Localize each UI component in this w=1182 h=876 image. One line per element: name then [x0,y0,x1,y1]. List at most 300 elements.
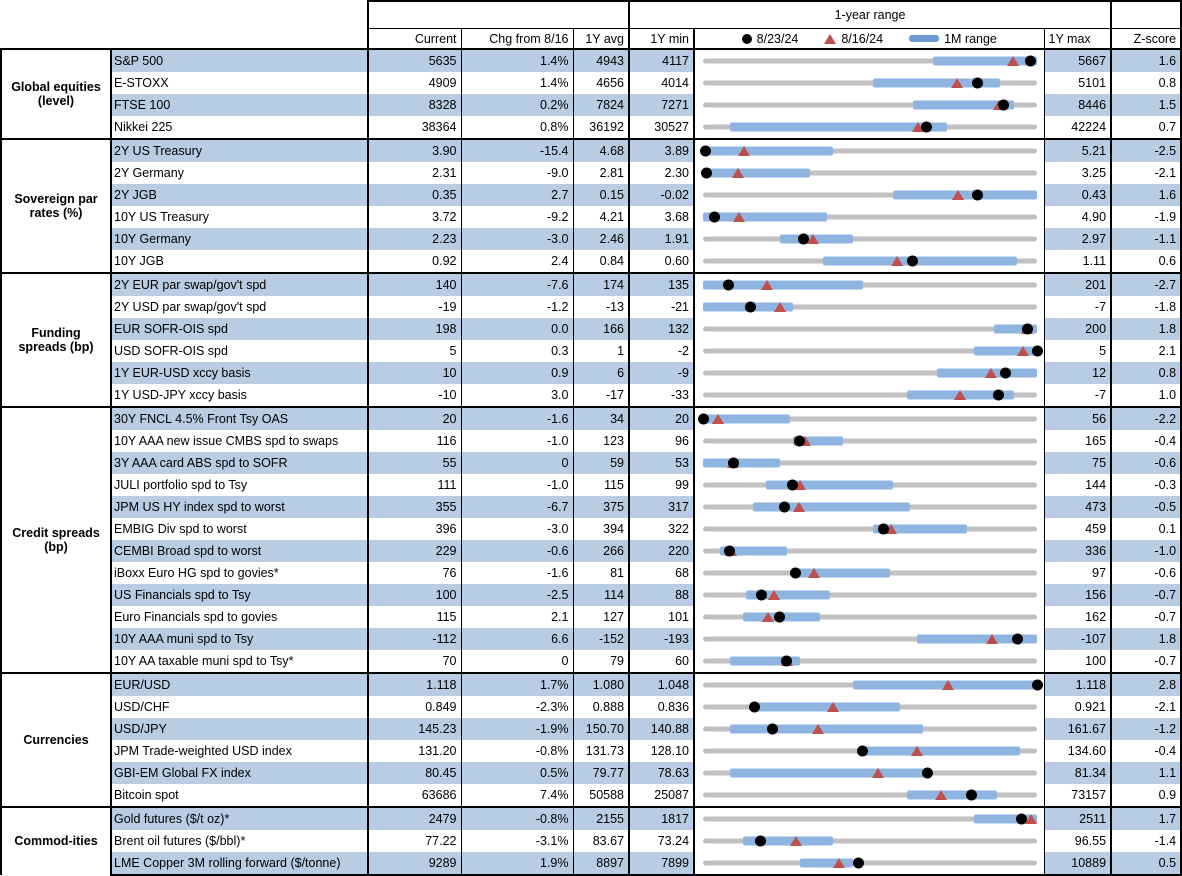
range-legend [694,29,1044,50]
cell-instrument-name: 2Y EUR par swap/gov't spd [111,273,368,296]
cell-instrument-name: JPM Trade-weighted USD index [111,740,368,762]
marker-dot-8-23 [767,724,778,735]
marker-dot-8-23 [698,414,709,425]
marker-dot-8-23 [878,524,889,535]
range-1m-bar [730,769,927,778]
marker-triangle-8-16 [774,302,786,312]
legend-dot-label: 8/23/24 [756,31,799,46]
cell-current: 100 [368,584,461,606]
cell-1y-avg: 394 [573,518,629,540]
table-row [1,250,1181,273]
marker-triangle-8-16 [712,414,724,424]
range-chart-cell [694,139,1044,162]
cell-instrument-name: EMBIG Div spd to worst [111,518,368,540]
cell-1y-max: 4.90 [1044,206,1111,228]
table-row [1,718,1181,740]
legend-item-prior-date [824,32,883,46]
cell-1y-avg: 4.21 [573,206,629,228]
table-row [1,430,1181,452]
col-header-current: Current [368,29,461,50]
range-chart-cell [694,762,1044,784]
cell-1y-min: 7899 [629,852,694,875]
table-row [1,184,1181,206]
cell-1y-avg: 6 [573,362,629,384]
cell-1y-min: 132 [629,318,694,340]
cell-z-score: -1.4 [1111,830,1181,852]
cell-1y-min: 96 [629,430,694,452]
marker-dot-8-23 [756,590,767,601]
cell-z-score: 1.5 [1111,94,1181,116]
marker-dot-8-23 [794,436,805,447]
cell-1y-min: -9 [629,362,694,384]
cell-chg-from-8-16: -1.9% [461,718,573,740]
cell-1y-min: 4117 [629,49,694,72]
marker-dot-8-23 [1032,680,1043,691]
table-row [1,518,1181,540]
cell-1y-max: 5101 [1044,72,1111,94]
marker-triangle-8-16 [761,280,773,290]
table-row [1,852,1181,875]
table-row [1,584,1181,606]
marker-dot-8-23 [1025,56,1036,67]
cell-z-score: 1.8 [1111,318,1181,340]
cell-current: 70 [368,650,461,673]
marker-triangle-8-16 [768,590,780,600]
range-chart-cell [694,784,1044,807]
cell-1y-max: -7 [1044,296,1111,318]
cell-current: 111 [368,474,461,496]
table-row [1,496,1181,518]
table-row [1,452,1181,474]
cell-1y-avg: 127 [573,606,629,628]
cell-current: 55 [368,452,461,474]
table-row [1,562,1181,584]
range-1m-bar [703,459,780,468]
range-chart-cell [694,384,1044,407]
cell-1y-max: 0.43 [1044,184,1111,206]
range-track-1y [703,861,1037,866]
marker-dot-8-23 [798,234,809,245]
cell-instrument-name: 10Y AA taxable muni spd to Tsy* [111,650,368,673]
range-chart-cell [694,116,1044,139]
cell-current: 4909 [368,72,461,94]
cell-chg-from-8-16: 0.0 [461,318,573,340]
cell-current: 20 [368,407,461,430]
cell-chg-from-8-16: -2.3% [461,696,573,718]
cell-chg-from-8-16: -3.1% [461,830,573,852]
range-chart-cell [694,250,1044,273]
header-blank-topleft [1,1,368,29]
cell-instrument-name: 3Y AAA card ABS spd to SOFR [111,452,368,474]
marker-dot-8-23 [922,768,933,779]
cell-chg-from-8-16: -3.0 [461,228,573,250]
cell-current: 80.45 [368,762,461,784]
cell-1y-max: 5.21 [1044,139,1111,162]
range-chart-cell [694,318,1044,340]
cell-z-score: -0.5 [1111,496,1181,518]
range-1m-bar [766,481,893,490]
marker-triangle-8-16 [951,78,963,88]
cell-1y-avg: 4.68 [573,139,629,162]
cell-1y-min: 322 [629,518,694,540]
table-row [1,830,1181,852]
marker-dot-8-23 [779,502,790,513]
table-row [1,273,1181,296]
table-row [1,206,1181,228]
section-label: Currencies [1,673,111,807]
cell-1y-avg: 4943 [573,49,629,72]
header-blank-box [368,1,629,29]
cell-current: 10 [368,362,461,384]
cell-z-score: 1.1 [1111,762,1181,784]
cell-1y-max: 161.67 [1044,718,1111,740]
cell-chg-from-8-16: -7.6 [461,273,573,296]
cell-instrument-name: USD/JPY [111,718,368,740]
marker-dot-8-23 [853,858,864,869]
cell-current: 2.23 [368,228,461,250]
marker-dot-8-23 [790,568,801,579]
cell-1y-max: 42224 [1044,116,1111,139]
cell-z-score: -0.4 [1111,740,1181,762]
table-row [1,784,1181,807]
cell-chg-from-8-16: -15.4 [461,139,573,162]
marker-triangle-8-16 [833,858,845,868]
table-row [1,650,1181,673]
table-row [1,628,1181,650]
marker-dot-8-23 [972,78,983,89]
cell-instrument-name: Euro Financials spd to govies [111,606,368,628]
cell-chg-from-8-16: -9.0 [461,162,573,184]
cell-1y-max: 200 [1044,318,1111,340]
cell-1y-min: 3.68 [629,206,694,228]
cell-1y-min: 101 [629,606,694,628]
cell-z-score: 0.1 [1111,518,1181,540]
range-1m-bar [753,503,910,512]
cell-chg-from-8-16: -1.2 [461,296,573,318]
marker-triangle-8-16 [762,612,774,622]
cell-current: 2479 [368,807,461,830]
cell-current: 140 [368,273,461,296]
cell-chg-from-8-16: 1.4% [461,49,573,72]
range-1m-bar [703,169,810,178]
cell-z-score: -1.8 [1111,296,1181,318]
cell-chg-from-8-16: 0.8% [461,116,573,139]
range-1m-bar [933,57,1037,66]
cell-instrument-name: JULI portfolio spd to Tsy [111,474,368,496]
cell-current: -112 [368,628,461,650]
range-chart-cell [694,740,1044,762]
table-row [1,72,1181,94]
marker-dot-8-23 [1012,634,1023,645]
cell-1y-min: 99 [629,474,694,496]
table-body [1,49,1181,875]
range-chart-cell [694,584,1044,606]
marker-triangle-8-16 [1007,56,1019,66]
marker-dot-8-23 [781,656,792,667]
cell-1y-avg: 0.888 [573,696,629,718]
marker-dot-8-23 [723,280,734,291]
cell-instrument-name: iBoxx Euro HG spd to govies* [111,562,368,584]
cell-z-score: 1.7 [1111,807,1181,830]
marker-dot-8-23 [1032,346,1043,357]
cell-1y-max: 75 [1044,452,1111,474]
cell-1y-avg: 4656 [573,72,629,94]
cell-1y-max: 3.25 [1044,162,1111,184]
table-row [1,162,1181,184]
range-chart-cell [694,296,1044,318]
cell-1y-max: 336 [1044,540,1111,562]
cell-chg-from-8-16: 1.9% [461,852,573,875]
cell-1y-min: 1.048 [629,673,694,696]
range-chart-cell [694,340,1044,362]
range-chart-cell [694,673,1044,696]
cell-1y-max: 162 [1044,606,1111,628]
cell-1y-min: 25087 [629,784,694,807]
section-label: Global equities (level) [1,49,111,139]
cell-1y-min: -33 [629,384,694,407]
cell-1y-avg: -152 [573,628,629,650]
cell-current: 38364 [368,116,461,139]
cell-1y-max: 459 [1044,518,1111,540]
range-chart-cell [694,518,1044,540]
cell-current: 1.118 [368,673,461,696]
table-row [1,49,1181,72]
table-row [1,139,1181,162]
cell-current: 0.92 [368,250,461,273]
cell-z-score: -2.2 [1111,407,1181,430]
table-row [1,540,1181,562]
legend-item-current-date [742,32,799,46]
cell-1y-max: 100 [1044,650,1111,673]
cell-chg-from-8-16: 0 [461,650,573,673]
cell-1y-avg: 0.84 [573,250,629,273]
marker-triangle-8-16 [891,256,903,266]
col-header-chg: Chg from 8/16 [461,29,573,50]
cell-instrument-name: 10Y JGB [111,250,368,273]
marker-dot-8-23 [700,146,711,157]
cell-current: 77.22 [368,830,461,852]
range-1m-bar [800,859,853,868]
range-track-1y [703,327,1037,332]
cell-1y-min: 140.88 [629,718,694,740]
cell-chg-from-8-16: 7.4% [461,784,573,807]
marker-dot-8-23 [907,256,918,267]
cell-chg-from-8-16: -0.8% [461,740,573,762]
marker-dot-8-23 [701,168,712,179]
cell-z-score: -0.7 [1111,606,1181,628]
cell-instrument-name: 2Y Germany [111,162,368,184]
marker-triangle-8-16 [942,680,954,690]
cell-1y-min: 7271 [629,94,694,116]
cell-chg-from-8-16: -3.0 [461,518,573,540]
cell-instrument-name: USD SOFR-OIS spd [111,340,368,362]
range-chart-cell [694,184,1044,206]
cell-current: 3.72 [368,206,461,228]
cell-1y-avg: -13 [573,296,629,318]
cell-instrument-name: 1Y USD-JPY xccy basis [111,384,368,407]
cell-current: 131.20 [368,740,461,762]
cell-1y-min: 3.89 [629,139,694,162]
cell-chg-from-8-16: 6.6 [461,628,573,650]
cell-1y-min: -0.02 [629,184,694,206]
cell-current: 8328 [368,94,461,116]
cell-1y-min: 30527 [629,116,694,139]
red-triangle-icon [824,34,836,44]
cell-chg-from-8-16: -1.0 [461,474,573,496]
cell-1y-avg: 131.73 [573,740,629,762]
marker-dot-8-23 [921,122,932,133]
cell-current: 3.90 [368,139,461,162]
cell-current: 5 [368,340,461,362]
marker-triangle-8-16 [808,568,820,578]
cell-instrument-name: US Financials spd to Tsy [111,584,368,606]
cell-1y-avg: 59 [573,452,629,474]
cell-current: 63686 [368,784,461,807]
cell-1y-avg: 8897 [573,852,629,875]
cell-current: 198 [368,318,461,340]
cell-chg-from-8-16: 0.9 [461,362,573,384]
marker-triangle-8-16 [733,212,745,222]
range-chart-cell [694,49,1044,72]
cell-instrument-name: JPM US HY index spd to worst [111,496,368,518]
range-chart-cell [694,273,1044,296]
cell-z-score: 1.0 [1111,384,1181,407]
cell-1y-max: 5667 [1044,49,1111,72]
legend-tri-label: 8/16/24 [841,31,884,46]
cell-1y-avg: 114 [573,584,629,606]
cell-instrument-name: 2Y US Treasury [111,139,368,162]
cell-z-score: -0.3 [1111,474,1181,496]
marker-dot-8-23 [787,480,798,491]
cell-current: 355 [368,496,461,518]
cell-1y-max: 12 [1044,362,1111,384]
cell-1y-avg: -17 [573,384,629,407]
range-title: 1-year range [629,1,1111,29]
cell-instrument-name: USD/CHF [111,696,368,718]
cell-1y-max: 97 [1044,562,1111,584]
cell-current: -10 [368,384,461,407]
cell-instrument-name: FTSE 100 [111,94,368,116]
marker-dot-8-23 [1022,324,1033,335]
cell-1y-min: 68 [629,562,694,584]
cell-1y-avg: 81 [573,562,629,584]
cell-instrument-name: 10Y AAA new issue CMBS spd to swaps [111,430,368,452]
cell-1y-min: 53 [629,452,694,474]
cell-1y-max: 73157 [1044,784,1111,807]
section-label: Commod-ities [1,807,111,875]
table-row [1,762,1181,784]
cell-current: 115 [368,606,461,628]
marker-dot-8-23 [998,100,1009,111]
table-row [1,384,1181,407]
cell-1y-min: 4014 [629,72,694,94]
cell-current: 76 [368,562,461,584]
table-row [1,807,1181,830]
range-chart-cell [694,72,1044,94]
cell-z-score: 2.8 [1111,673,1181,696]
cell-z-score: -0.6 [1111,562,1181,584]
cell-chg-from-8-16: 1.4% [461,72,573,94]
cell-1y-avg: 2.46 [573,228,629,250]
table-row [1,673,1181,696]
cell-1y-max: 96.55 [1044,830,1111,852]
cell-z-score: -2.5 [1111,139,1181,162]
section-label: Credit spreads (bp) [1,407,111,673]
table-row [1,606,1181,628]
header-blank-left [1,29,368,50]
cell-current: 0.35 [368,184,461,206]
cell-instrument-name: 10Y AAA muni spd to Tsy [111,628,368,650]
range-chart-cell [694,452,1044,474]
range-chart-cell [694,430,1044,452]
table-row [1,696,1181,718]
range-chart-cell [694,852,1044,875]
col-header-z-score: Z-score [1111,29,1181,50]
cell-z-score: 0.7 [1111,116,1181,139]
black-dot-icon [742,34,752,44]
range-track-1y [703,527,1037,532]
cell-1y-max: 1.11 [1044,250,1111,273]
cell-1y-min: 1817 [629,807,694,830]
cell-1y-avg: 115 [573,474,629,496]
range-chart-cell [694,496,1044,518]
header-row-top [1,1,1181,29]
cell-instrument-name: Brent oil futures ($/bbl)* [111,830,368,852]
marker-triangle-8-16 [793,502,805,512]
cell-instrument-name: Gold futures ($/t oz)* [111,807,368,830]
cell-chg-from-8-16: 2.4 [461,250,573,273]
range-chart-cell [694,228,1044,250]
cell-chg-from-8-16: 0.5% [461,762,573,784]
legend-item-1m-range [909,32,997,46]
cell-z-score: 0.5 [1111,852,1181,875]
cell-chg-from-8-16: -6.7 [461,496,573,518]
range-1m-bar [703,213,827,222]
cell-z-score: -2.1 [1111,162,1181,184]
table-row [1,407,1181,430]
cell-chg-from-8-16: -1.0 [461,430,573,452]
range-chart-cell [694,206,1044,228]
range-1m-bar [823,257,1017,266]
range-chart-cell [694,94,1044,116]
cell-chg-from-8-16: 0 [461,452,573,474]
cell-z-score: 1.6 [1111,184,1181,206]
cell-instrument-name: 2Y USD par swap/gov't spd [111,296,368,318]
cell-1y-max: 56 [1044,407,1111,430]
cell-1y-min: 1.91 [629,228,694,250]
range-1m-bar [730,725,924,734]
cell-z-score: -1.9 [1111,206,1181,228]
cell-instrument-name: GBI-EM Global FX index [111,762,368,784]
cell-chg-from-8-16: 2.1 [461,606,573,628]
cell-1y-min: 2.30 [629,162,694,184]
cell-chg-from-8-16: -0.8% [461,807,573,830]
table-row [1,318,1181,340]
cell-1y-min: 20 [629,407,694,430]
range-chart-cell [694,162,1044,184]
table-row [1,228,1181,250]
cell-instrument-name: 2Y JGB [111,184,368,206]
blue-bar-icon [909,35,939,42]
cell-z-score: 0.8 [1111,362,1181,384]
cell-z-score: -0.4 [1111,430,1181,452]
cell-chg-from-8-16: 1.7% [461,673,573,696]
marker-triangle-8-16 [954,390,966,400]
marker-triangle-8-16 [812,724,824,734]
header-row-columns [1,29,1181,50]
cell-z-score: -1.1 [1111,228,1181,250]
cell-1y-min: 135 [629,273,694,296]
